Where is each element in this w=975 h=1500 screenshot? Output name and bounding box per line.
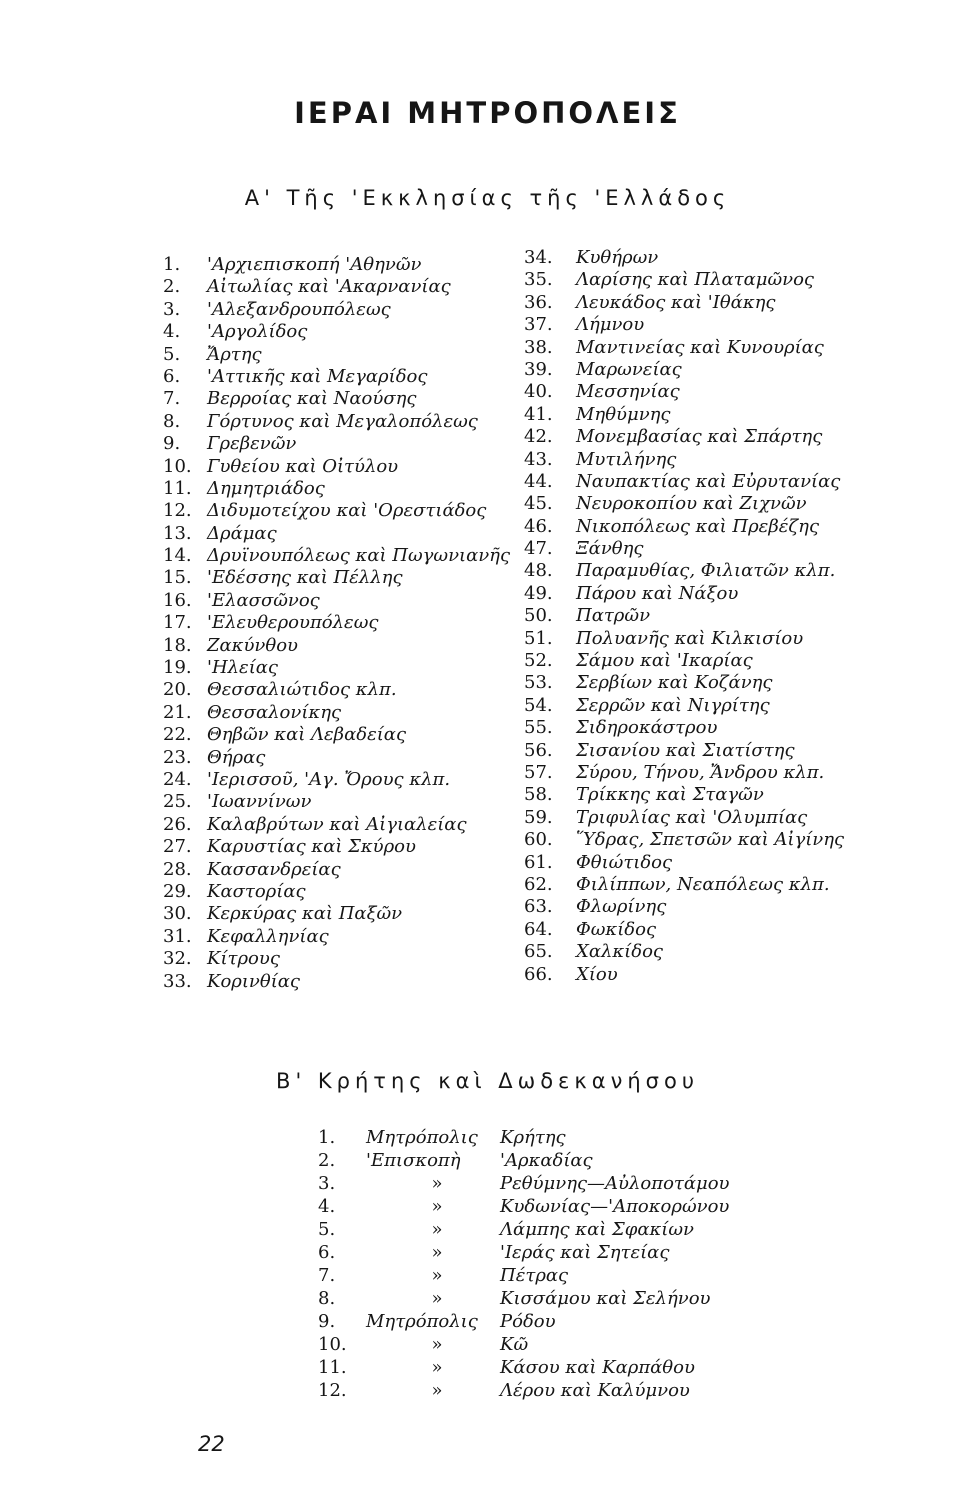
- item-number: 38.: [524, 336, 553, 358]
- item-number: 7.: [318, 1265, 336, 1286]
- item-number: 37.: [524, 314, 553, 336]
- item-number: 9.: [163, 433, 181, 455]
- item-name: Κασσανδρείας: [207, 858, 341, 880]
- item-name: Μεσσηνίας: [576, 381, 680, 403]
- list-item: [318, 1241, 730, 1264]
- list-item: [163, 254, 510, 276]
- item-number: 44.: [524, 470, 553, 492]
- item-number: 12.: [163, 500, 192, 522]
- list-item: [163, 344, 510, 366]
- item-name: Φθιώτιδος: [576, 851, 673, 873]
- list-item: [318, 1149, 730, 1172]
- list-item: [318, 1218, 730, 1241]
- item-see-type: »: [431, 1219, 443, 1240]
- item-number: 17.: [163, 612, 192, 634]
- item-number: 22.: [163, 724, 192, 746]
- section-a-heading: Α' Τῆς 'Εκκλησίας τῆς 'Ελλάδος: [244, 186, 731, 210]
- item-number: 4.: [318, 1196, 336, 1217]
- list-item: [524, 650, 844, 672]
- item-name: 'Εδέσσης καὶ Πέλλης: [207, 567, 403, 589]
- item-number: 40.: [524, 381, 553, 403]
- item-number: 51.: [524, 627, 553, 649]
- item-number: 58.: [524, 784, 553, 806]
- item-number: 27.: [163, 836, 192, 858]
- item-name: Κῶ: [500, 1334, 529, 1355]
- item-number: 54.: [524, 694, 553, 716]
- item-name: Κισσάμου καὶ Σελήνου: [500, 1288, 711, 1309]
- item-name: Μηθύμνης: [576, 403, 671, 425]
- list-item: [163, 747, 510, 769]
- item-see-type: »: [431, 1265, 443, 1286]
- list-item: [524, 740, 844, 762]
- item-name: Ξάνθης: [576, 538, 644, 560]
- list-item: [524, 941, 844, 963]
- item-number: 2.: [163, 276, 181, 298]
- list-item: [524, 874, 844, 896]
- list-item: [524, 919, 844, 941]
- item-number: 57.: [524, 761, 553, 783]
- item-see-type: »: [431, 1196, 443, 1217]
- item-number: 52.: [524, 650, 553, 672]
- list-item: [163, 433, 510, 455]
- list-item: [163, 881, 510, 903]
- item-name: Νευροκοπίου καὶ Ζιχνῶν: [576, 493, 807, 515]
- item-name: Βερροίας καὶ Ναούσης: [207, 388, 417, 410]
- list-item: [163, 612, 510, 634]
- item-name: 'Ελευθερουπόλεως: [207, 612, 379, 634]
- item-name: Σερβίων καὶ Κοζάνης: [576, 672, 773, 694]
- list-item: [524, 381, 844, 403]
- list-item: [163, 926, 510, 948]
- list-item: [163, 366, 510, 388]
- item-number: 34.: [524, 247, 553, 268]
- item-number: 39.: [524, 358, 553, 380]
- item-number: 4.: [163, 321, 181, 343]
- item-number: 45.: [524, 493, 553, 515]
- item-name: Χίου: [576, 963, 618, 985]
- item-name: Θηβῶν καὶ Λεβαδείας: [207, 724, 407, 746]
- list-item: [524, 314, 844, 336]
- item-name: Ἄρτης: [207, 343, 262, 365]
- item-number: 65.: [524, 941, 553, 963]
- item-name: Σερρῶν καὶ Νιγρίτης: [576, 694, 770, 716]
- list-item: [524, 516, 844, 538]
- item-number: 48.: [524, 560, 553, 582]
- item-number: 7.: [163, 388, 181, 410]
- item-number: 20.: [163, 679, 192, 701]
- item-name: Καστορίας: [207, 880, 306, 902]
- list-item: [524, 404, 844, 426]
- list-item: [163, 388, 510, 410]
- item-name: Κρήτης: [500, 1127, 566, 1148]
- item-name: Κεφαλληνίας: [207, 925, 329, 947]
- item-number: 11.: [318, 1357, 347, 1378]
- list-item: [163, 321, 510, 343]
- item-number: 15.: [163, 567, 192, 589]
- item-name: Κίτρους: [207, 948, 280, 970]
- item-number: 25.: [163, 791, 192, 813]
- list-item: [318, 1172, 730, 1195]
- list-item: [163, 456, 510, 478]
- item-number: 5.: [318, 1219, 336, 1240]
- item-name: Μυτιλήνης: [576, 448, 677, 470]
- item-name: Νικοπόλεως καὶ Πρεβέζης: [576, 515, 820, 537]
- item-number: 36.: [524, 291, 553, 313]
- item-number: 16.: [163, 589, 192, 611]
- list-item: [524, 359, 844, 381]
- item-name: Κερκύρας καὶ Παξῶν: [207, 903, 403, 925]
- item-name: 'Ηλείας: [207, 657, 279, 679]
- item-name: Μαρωνείας: [576, 358, 682, 380]
- item-number: 30.: [163, 903, 192, 925]
- list-item: [163, 545, 510, 567]
- list-item: [163, 411, 510, 433]
- item-name: Ναυπακτίας καὶ Εὐρυτανίας: [576, 470, 841, 492]
- list-item: [524, 538, 844, 560]
- item-see-type: Μητρόπολις: [366, 1311, 478, 1332]
- item-number: 12.: [318, 1380, 347, 1401]
- item-name: Πολυανῆς καὶ Κιλκισίου: [576, 627, 804, 649]
- list-item: [524, 717, 844, 739]
- section-a-list-left: [163, 254, 510, 993]
- item-name: Ρεθύμνης—Αὐλοποτάμου: [500, 1173, 730, 1194]
- item-name: Γρεβενῶν: [207, 433, 297, 455]
- item-number: 2.: [318, 1150, 336, 1171]
- item-name: 'Ιωαννίνων: [207, 791, 312, 813]
- item-see-type: »: [431, 1380, 443, 1401]
- item-name: 'Αργολίδος: [207, 321, 308, 343]
- list-item: [163, 971, 510, 993]
- item-number: 66.: [524, 963, 553, 985]
- list-item: [163, 814, 510, 836]
- item-number: 49.: [524, 582, 553, 604]
- item-name: Κυθήρων: [576, 247, 659, 268]
- item-name: Παραμυθίας, Φιλιατῶν κλπ.: [576, 560, 836, 582]
- item-number: 47.: [524, 538, 553, 560]
- item-name: Ζακύνθου: [207, 634, 298, 656]
- item-number: 13.: [163, 522, 192, 544]
- list-item: [524, 583, 844, 605]
- item-name: Λάμπης καὶ Σφακίων: [500, 1219, 694, 1240]
- list-item: [163, 679, 510, 701]
- item-name: 'Αττικῆς καὶ Μεγαρίδος: [207, 365, 428, 387]
- list-item: [163, 836, 510, 858]
- item-number: 55.: [524, 717, 553, 739]
- item-name: Λαρίσης καὶ Πλαταμῶνος: [576, 269, 815, 291]
- item-number: 33.: [163, 970, 192, 992]
- item-number: 41.: [524, 403, 553, 425]
- item-number: 46.: [524, 515, 553, 537]
- item-number: 3.: [163, 298, 181, 320]
- item-number: 61.: [524, 851, 553, 873]
- page-title: ΙΕΡΑΙ ΜΗΤΡΟΠΟΛΕΙΣ: [294, 96, 681, 130]
- list-item: [524, 471, 844, 493]
- item-see-type: »: [431, 1357, 443, 1378]
- list-item: [524, 896, 844, 918]
- list-item: [524, 762, 844, 784]
- list-item: [163, 478, 510, 500]
- item-name: Φλωρίνης: [576, 896, 667, 918]
- list-item: [524, 605, 844, 627]
- item-name: Σύρου, Τήνου, Ἄνδρου κλπ.: [576, 761, 825, 783]
- item-number: 59.: [524, 806, 553, 828]
- item-number: 28.: [163, 858, 192, 880]
- item-name: 'Ιεράς καὶ Σητείας: [500, 1242, 670, 1263]
- item-number: 26.: [163, 813, 192, 835]
- item-name: 'Ελασσῶνος: [207, 589, 320, 611]
- item-name: Τριφυλίας καὶ 'Ολυμπίας: [576, 806, 808, 828]
- item-name: Λευκάδος καὶ 'Ιθάκης: [576, 291, 776, 313]
- item-name: Γυθείου καὶ Οἰτύλου: [207, 455, 399, 477]
- item-number: 14.: [163, 545, 192, 567]
- list-item: [163, 769, 510, 791]
- list-item: [524, 269, 844, 291]
- item-name: Λήμνου: [576, 314, 645, 336]
- list-item: [163, 903, 510, 925]
- item-name: Δημητριάδος: [207, 477, 325, 499]
- item-number: 6.: [318, 1242, 336, 1263]
- item-name: Ρόδου: [500, 1311, 556, 1332]
- item-number: 18.: [163, 634, 192, 656]
- list-item: [524, 426, 844, 448]
- item-number: 21.: [163, 701, 192, 723]
- item-number: 32.: [163, 948, 192, 970]
- item-name: 'Ιερισσοῦ, 'Αγ. Ὄρους κλπ.: [207, 768, 451, 790]
- list-item: [163, 859, 510, 881]
- item-name: Σάμου καὶ 'Ικαρίας: [576, 650, 753, 672]
- list-item: [163, 299, 510, 321]
- item-name: Φωκίδος: [576, 918, 657, 940]
- item-number: 5.: [163, 343, 181, 365]
- list-item: [318, 1195, 730, 1218]
- list-item: [318, 1379, 730, 1402]
- item-name: Πάρου καὶ Νάξου: [576, 582, 739, 604]
- list-item: [318, 1356, 730, 1379]
- list-item: [524, 784, 844, 806]
- list-item: [163, 791, 510, 813]
- item-name: Αἰτωλίας καὶ 'Ακαρνανίας: [207, 276, 451, 298]
- item-see-type: »: [431, 1242, 443, 1263]
- item-name: Κάσου καὶ Καρπάθου: [500, 1357, 695, 1378]
- list-item: [163, 702, 510, 724]
- section-a-list-right: [524, 247, 844, 986]
- list-item: [163, 590, 510, 612]
- item-number: 56.: [524, 739, 553, 761]
- item-number: 43.: [524, 448, 553, 470]
- item-see-type: 'Επισκοπὴ: [366, 1150, 461, 1171]
- item-name: Ὕδρας, Σπετσῶν καὶ Αἰγίνης: [576, 829, 845, 851]
- item-number: 42.: [524, 426, 553, 448]
- item-name: Θεσσαλονίκης: [207, 701, 342, 723]
- item-name: Κυδωνίας—'Αποκορώνου: [500, 1196, 730, 1217]
- item-number: 3.: [318, 1173, 336, 1194]
- item-name: Διδυμοτείχου καὶ 'Ορεστιάδος: [207, 500, 487, 522]
- item-number: 53.: [524, 672, 553, 694]
- list-item: [524, 560, 844, 582]
- item-number: 9.: [318, 1311, 336, 1332]
- list-item: [163, 276, 510, 298]
- item-number: 60.: [524, 829, 553, 851]
- item-name: Θήρας: [207, 746, 266, 768]
- item-name: Τρίκκης καὶ Σταγῶν: [576, 784, 764, 806]
- list-item: [163, 948, 510, 970]
- item-name: Πέτρας: [500, 1265, 569, 1286]
- list-item: [524, 493, 844, 515]
- item-name: Καρυστίας καὶ Σκύρου: [207, 836, 416, 858]
- item-number: 10.: [163, 455, 192, 477]
- item-number: 23.: [163, 746, 192, 768]
- item-name: Δρυϊνουπόλεως καὶ Πωγωνιανῆς: [207, 545, 511, 567]
- section-b-list: [318, 1126, 730, 1402]
- list-item: [524, 852, 844, 874]
- item-name: Δράμας: [207, 522, 277, 544]
- list-item: [318, 1310, 730, 1333]
- item-name: Μονεμβασίας καὶ Σπάρτης: [576, 426, 823, 448]
- list-item: [524, 247, 844, 269]
- item-name: Φιλίππων, Νεαπόλεως κλπ.: [576, 873, 830, 895]
- item-number: 6.: [163, 365, 181, 387]
- item-see-type: Μητρόπολις: [366, 1127, 478, 1148]
- list-item: [163, 724, 510, 746]
- item-number: 31.: [163, 925, 192, 947]
- list-item: [524, 829, 844, 851]
- list-item: [524, 449, 844, 471]
- item-name: Γόρτυνος καὶ Μεγαλοπόλεως: [207, 410, 478, 432]
- list-item: [163, 523, 510, 545]
- item-see-type: »: [431, 1288, 443, 1309]
- item-number: 50.: [524, 605, 553, 627]
- item-name: 'Αρχιεπισκοπή 'Αθηνῶν: [207, 254, 422, 275]
- item-name: Καλαβρύτων καὶ Αἰγιαλείας: [207, 813, 467, 835]
- list-item: [163, 567, 510, 589]
- list-item: [318, 1333, 730, 1356]
- item-see-type: »: [431, 1173, 443, 1194]
- item-number: 1.: [318, 1127, 336, 1148]
- item-name: Σιδηροκάστρου: [576, 717, 718, 739]
- item-name: Κορινθίας: [207, 970, 300, 992]
- item-number: 64.: [524, 918, 553, 940]
- list-item: [524, 807, 844, 829]
- item-number: 63.: [524, 896, 553, 918]
- section-b-heading: Β' Κρήτης καὶ Δωδεκανήσου: [276, 1069, 699, 1093]
- list-item: [318, 1126, 730, 1149]
- item-number: 11.: [163, 477, 192, 499]
- item-name: Μαντινείας καὶ Κυνουρίας: [576, 336, 824, 358]
- list-item: [524, 672, 844, 694]
- item-number: 10.: [318, 1334, 347, 1355]
- item-number: 19.: [163, 657, 192, 679]
- item-name: Θεσσαλιώτιδος κλπ.: [207, 679, 397, 701]
- item-number: 24.: [163, 768, 192, 790]
- list-item: [318, 1264, 730, 1287]
- item-number: 1.: [163, 254, 181, 275]
- item-name: Πατρῶν: [576, 605, 651, 627]
- item-name: Χαλκίδος: [576, 941, 663, 963]
- item-name: Λέρου καὶ Καλύμνου: [500, 1380, 690, 1401]
- list-item: [524, 964, 844, 986]
- list-item: [318, 1287, 730, 1310]
- page-number: 22: [198, 1432, 225, 1456]
- list-item: [524, 337, 844, 359]
- item-number: 62.: [524, 873, 553, 895]
- list-item: [524, 628, 844, 650]
- list-item: [163, 500, 510, 522]
- list-item: [163, 635, 510, 657]
- item-name: 'Αρκαδίας: [500, 1150, 593, 1171]
- list-item: [524, 695, 844, 717]
- list-item: [163, 657, 510, 679]
- item-number: 8.: [163, 410, 181, 432]
- item-number: 29.: [163, 880, 192, 902]
- item-number: 35.: [524, 269, 553, 291]
- item-number: 8.: [318, 1288, 336, 1309]
- item-see-type: »: [431, 1334, 443, 1355]
- list-item: [524, 292, 844, 314]
- item-name: Σισανίου καὶ Σιατίστης: [576, 739, 795, 761]
- item-name: 'Αλεξανδρουπόλεως: [207, 298, 391, 320]
